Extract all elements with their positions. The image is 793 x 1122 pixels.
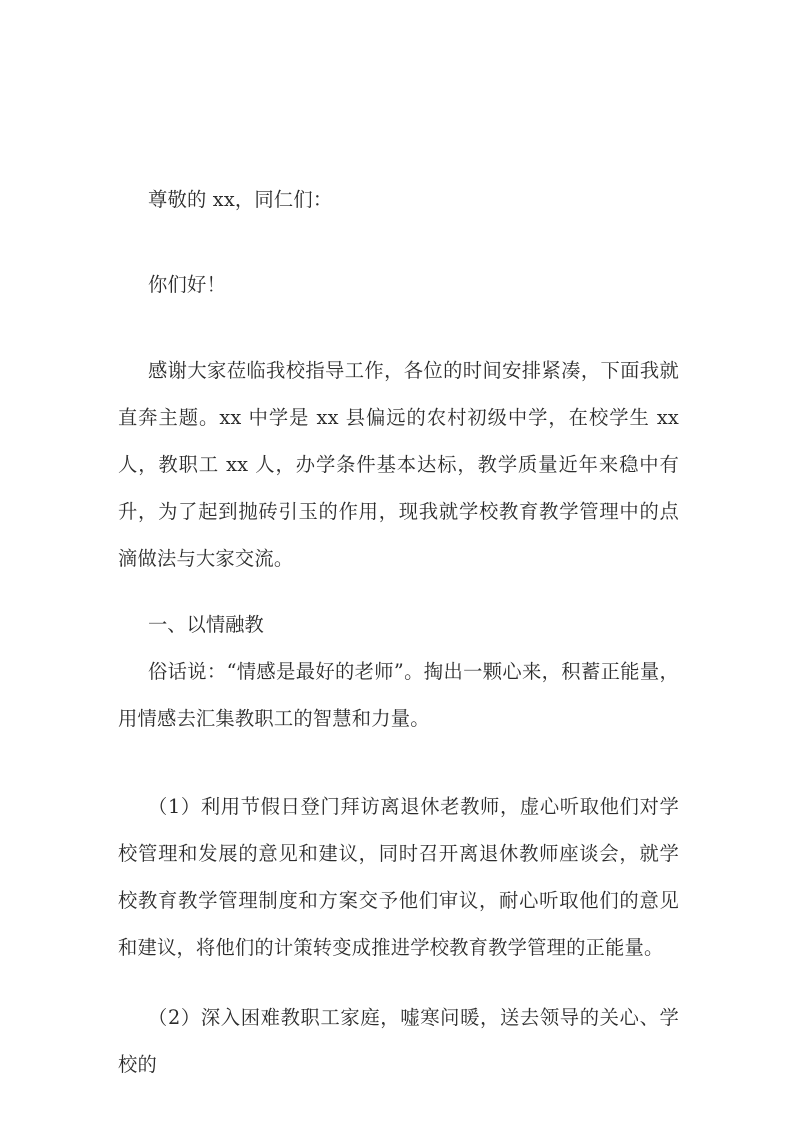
greeting-line: 尊敬的 xx，同仁们： — [148, 188, 333, 211]
list-item-one-paragraph: （1）利用节假日登门拜访离退休老教师，虚心听取他们对学校管理和发展的意见和建议，同时召开离退休教师座谈会，就学校教育教学管理制度和方案交予他们审议，耐心听取他们的意见和建议，将他们的计策转变成推进学校教育教学管理的正能量。 — [118, 795, 679, 959]
saying-paragraph: 俗话说：“情感是最好的老师”。掏出一颗心来，积蓄正能量，用情感去汇集教职工的智慧和力量。 — [118, 660, 679, 730]
salutation-line: 你们好！ — [148, 273, 226, 296]
list-item-two-paragraph: （2）深入困难教职工家庭，嘘寒问暖，送去领导的关心、学校的 — [118, 1006, 679, 1076]
section-heading-one: 一、以情融教 — [148, 613, 264, 636]
document-text-body — [118, 176, 679, 1088]
intro-paragraph: 感谢大家莅临我校指导工作，各位的时间安排紧凑，下面我就直奔主题。xx 中学是 xx 县偏远的农村初级中学，在校学生 xx 人，教职工 xx 人，办学条件基本达标，教学质量近年来稳中有升，为了起到抛砖引玉的作用，现我就学校教育教学管理中的点滴做法与大家交流。 — [118, 359, 679, 570]
